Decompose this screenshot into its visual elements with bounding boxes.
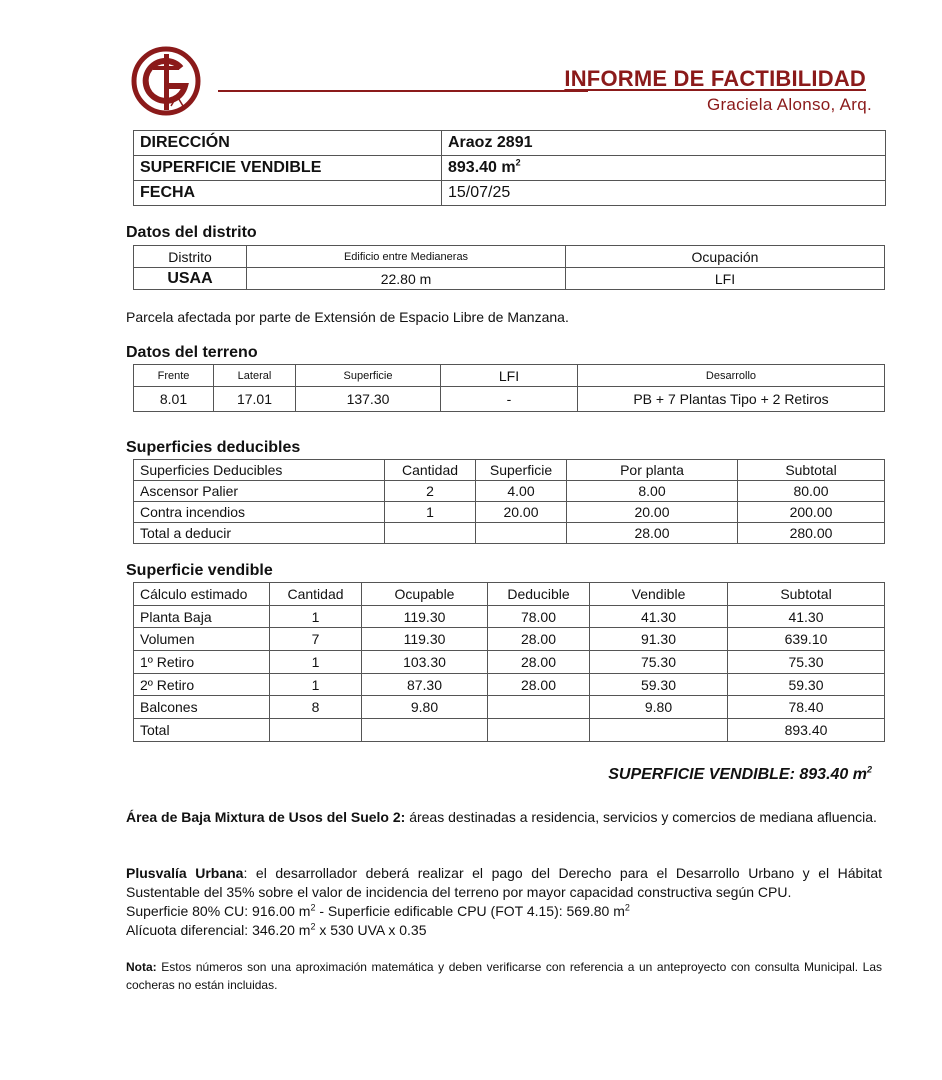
area-label: Área de Baja Mixtura de Usos del Suelo 2: [126,809,406,825]
superscript: 2 [310,902,316,913]
table-cell [488,719,590,742]
table-cell: 2 [385,481,476,502]
plusvalia-line2-end: x 530 UVA x 0.35 [315,922,427,938]
terreno-table [133,364,885,412]
table-row [134,583,885,606]
summary-value [442,156,886,181]
plusvalia-line1: Superficie 80% CU: 916.00 m [126,903,311,919]
table-cell: 9.80 [362,696,488,719]
table-cell [270,719,362,742]
table-cell: 59.30 [590,673,728,696]
plusvalia-label: Plusvalía Urbana [126,865,244,881]
table-cell: USAA [134,268,247,290]
table-cell: 78.40 [728,696,885,719]
table-cell: Ascensor Palier [134,481,385,502]
table-header: Edificio entre Medianeras [247,246,566,268]
distrito-table [133,245,885,290]
table-row [134,268,885,290]
table-row [134,365,885,387]
table-cell: 41.30 [728,605,885,628]
table-row [134,523,885,544]
summary-value: Araoz 2891 [442,131,886,156]
area-paragraph [126,808,882,827]
table-cell: 20.00 [567,502,738,523]
table-cell: 80.00 [738,481,885,502]
table-cell: 75.30 [590,651,728,674]
table-row [134,673,885,696]
table-row [134,651,885,674]
vendible-table [133,582,885,742]
table-header: Cantidad [270,583,362,606]
section-title-vendible: Superficie vendible [126,562,273,579]
table-cell: 7 [270,628,362,651]
table-cell: Volumen [134,628,270,651]
plusvalia-line1-mid: - Superficie edificable CPU (FOT 4.15): 569.80 m [315,903,625,919]
table-cell: 9.80 [590,696,728,719]
section-title-terreno: Datos del terreno [126,344,258,361]
table-row [134,156,886,181]
table-cell [385,523,476,544]
deducibles-table [133,459,885,544]
table-header: Desarrollo [578,365,885,387]
table-cell: 87.30 [362,673,488,696]
table-cell: 2º Retiro [134,673,270,696]
superscript: 2 [515,157,521,168]
nota-text: Estos números son una aproximación matemática y deben verificarse con referencia a un anteproyecto con consulta Municipal. Las cocheras no están incluidas. [126,960,882,992]
summary-table [133,130,886,206]
table-header: Distrito [134,246,247,268]
table-cell: 28.00 [488,628,590,651]
table-header: LFI [441,365,578,387]
table-header: Ocupación [566,246,885,268]
summary-value: 15/07/25 [442,181,886,206]
table-cell: 1 [270,651,362,674]
table-row [134,719,885,742]
table-cell: 200.00 [738,502,885,523]
table-row [134,387,885,412]
table-row [134,481,885,502]
table-header: Superficie [296,365,441,387]
table-cell: 1 [385,502,476,523]
table-cell: Planta Baja [134,605,270,628]
table-row [134,460,885,481]
table-cell: 893.40 [728,719,885,742]
table-cell: 17.01 [214,387,296,412]
summary-label: DIRECCIÓN [134,131,442,156]
superscript: 2 [310,921,316,932]
table-cell [590,719,728,742]
table-header: Cálculo estimado [134,583,270,606]
table-row [134,131,886,156]
table-cell [476,523,567,544]
table-cell: Contra incendios [134,502,385,523]
table-cell: 75.30 [728,651,885,674]
table-cell: 28.00 [567,523,738,544]
section-title-deducibles: Superficies deducibles [126,439,301,456]
table-cell [488,696,590,719]
title-underline [218,90,588,92]
table-header: Ocupable [362,583,488,606]
superficie-vendible-total [608,766,872,784]
table-cell: 20.00 [476,502,567,523]
page-subtitle: Graciela Alonso, Arq. [706,95,872,114]
table-row [134,696,885,719]
table-cell: 1 [270,673,362,696]
nota-label: Nota: [126,960,157,974]
table-cell: 119.30 [362,605,488,628]
table-header: Superficies Deducibles [134,460,385,481]
summary-label: SUPERFICIE VENDIBLE [134,156,442,181]
superficie-vendible-text: SUPERFICIE VENDIBLE: 893.40 m [608,766,867,783]
page-title: INFORME DE FACTIBILIDAD [564,66,866,91]
table-cell: 639.10 [728,628,885,651]
table-cell: Total a deducir [134,523,385,544]
table-header: Cantidad [385,460,476,481]
table-cell: 28.00 [488,651,590,674]
table-cell: Balcones [134,696,270,719]
superscript: 2 [624,902,630,913]
table-row [134,181,886,206]
table-row [134,605,885,628]
table-cell: 280.00 [738,523,885,544]
table-header: Por planta [567,460,738,481]
table-cell: 78.00 [488,605,590,628]
plusvalia-text: : el desarrollador deberá realizar el pago del Derecho para el Desarrollo Urbano y el Hábitat Sustentable del 35% sobre el valor de incidencia del terreno por mayor capacidad constructiva según CPU. [126,865,883,900]
table-cell: 91.30 [590,628,728,651]
table-cell: 28.00 [488,673,590,696]
parcela-note: Parcela afectada por parte de Extensión de Espacio Libre de Manzana. [126,309,569,325]
table-cell [362,719,488,742]
area-text: áreas destinadas a residencia, servicios y comercios de mediana afluencia. [405,809,877,825]
table-cell: PB + 7 Plantas Tipo + 2 Retiros [578,387,885,412]
table-header: Vendible [590,583,728,606]
table-cell: 8 [270,696,362,719]
table-row [134,502,885,523]
table-cell: 103.30 [362,651,488,674]
table-row [134,628,885,651]
table-cell: 1 [270,605,362,628]
summary-value-text: 893.40 m [448,159,516,176]
table-header: Deducible [488,583,590,606]
summary-label: FECHA [134,181,442,206]
table-cell: - [441,387,578,412]
plusvalia-paragraph [126,864,882,940]
table-header: Lateral [214,365,296,387]
table-cell: 59.30 [728,673,885,696]
table-cell: 41.30 [590,605,728,628]
table-cell: LFI [566,268,885,290]
table-header: Superficie [476,460,567,481]
plusvalia-line2: Alícuota diferencial: 346.20 m [126,922,311,938]
superscript: 2 [866,764,872,775]
table-cell: 137.30 [296,387,441,412]
section-title-distrito: Datos del distrito [126,224,257,241]
table-cell: 22.80 m [247,268,566,290]
table-cell: Total [134,719,270,742]
table-cell: 1º Retiro [134,651,270,674]
table-header: Subtotal [728,583,885,606]
table-cell: 8.00 [567,481,738,502]
table-header: Frente [134,365,214,387]
table-cell: 119.30 [362,628,488,651]
nota-paragraph [126,958,882,994]
table-row [134,246,885,268]
logo-icon [131,46,201,116]
table-cell: 8.01 [134,387,214,412]
table-header: Subtotal [738,460,885,481]
table-cell: 4.00 [476,481,567,502]
